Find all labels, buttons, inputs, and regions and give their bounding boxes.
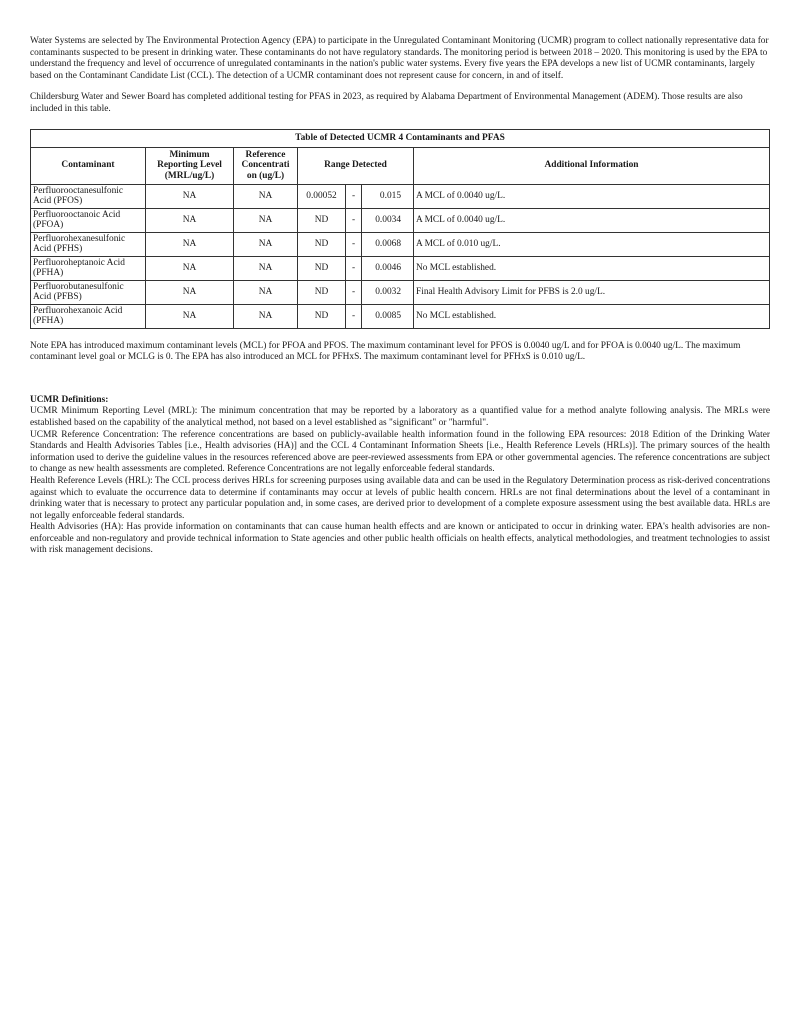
cell-contaminant: Perfluoroheptanoic Acid (PFHA) xyxy=(31,256,146,280)
contaminants-table xyxy=(30,129,770,329)
document-page xyxy=(30,36,770,557)
header-mrl: Minimum Reporting Level (MRL/ug/L) xyxy=(146,147,234,184)
cell-mrl: NA xyxy=(146,256,234,280)
cell-range-high: 0.0085 xyxy=(362,304,414,328)
header-info: Additional Information xyxy=(414,147,770,184)
cell-mrl: NA xyxy=(146,304,234,328)
intro-paragraph-2: Childersburg Water and Sewer Board has completed additional testing for PFAS in 2023, as required by Alabama Department of Environmental Management (ADEM). Those results are also included in this table. xyxy=(30,92,743,114)
header-range: Range Detected xyxy=(298,147,414,184)
cell-range-dash: - xyxy=(346,280,362,304)
cell-contaminant: Perfluorobutanesulfonic Acid (PFBS) xyxy=(31,280,146,304)
cell-range-dash: - xyxy=(346,256,362,280)
cell-mrl: NA xyxy=(146,184,234,208)
cell-reference: NA xyxy=(234,208,298,232)
table-row xyxy=(31,280,770,304)
cell-mrl: NA xyxy=(146,232,234,256)
definition-hrl: Health Reference Levels (HRL): The CCL process derives HRLs for screening purposes using available data and can be used in the Regulatory Determination process as risk-derived concentrations against which to evaluate the occurrence data to determine if contaminants may occur at levels of public health concern. HRLs are not final determinations about the level of a contaminant in drinking water that is necessary to protect any particular population and, in some cases, are derived prior to development of a complete exposure assessment using the best available data. HRLs are not legally enforceable federal standards. xyxy=(30,475,770,521)
definitions-section xyxy=(30,406,770,557)
cell-info: A MCL of 0.0040 ug/L. xyxy=(414,184,770,208)
header-contaminant: Contaminant xyxy=(31,147,146,184)
cell-reference: NA xyxy=(234,256,298,280)
table-row xyxy=(31,256,770,280)
table-row xyxy=(31,208,770,232)
table-caption: Table of Detected UCMR 4 Contaminants and PFAS xyxy=(31,129,770,147)
cell-info: Final Health Advisory Limit for PFBS is 2.0 ug/L. xyxy=(414,280,770,304)
definition-mrl: UCMR Minimum Reporting Level (MRL): The minimum concentration that may be reported by a laboratory as a quantified value for a method analyte following analysis. The MRLs were established based on the capability of the analytical method, not based on a level established as "significant" or "harmful". xyxy=(30,406,770,428)
table-row xyxy=(31,232,770,256)
cell-reference: NA xyxy=(234,184,298,208)
cell-range-high: 0.0034 xyxy=(362,208,414,232)
cell-range-low: ND xyxy=(298,208,346,232)
table-row xyxy=(31,184,770,208)
cell-range-low: ND xyxy=(298,256,346,280)
cell-range-dash: - xyxy=(346,184,362,208)
intro-paragraph-1: Water Systems are selected by The Environmental Protection Agency (EPA) to participate in the Unregulated Contaminant Monitoring (UCMR) program to collect nationally representative data for contaminants suspected to be present in drinking water. These contaminants do not have regulatory standards. The monitoring period is between 2018 – 2020. This monitoring is used by the EPA to understand the frequency and level of occurrence of unregulated contaminants in the nation's public water systems. Every five years the EPA develops a new list of UCMR contaminants, largely based on the Contaminant Candidate List (CCL). The detection of a UCMR contaminant does not represent cause for concern, in and of itself. xyxy=(30,36,769,81)
cell-contaminant: Perfluorohexanoic Acid (PFHA) xyxy=(31,304,146,328)
cell-range-low: 0.00052 xyxy=(298,184,346,208)
cell-range-high: 0.015 xyxy=(362,184,414,208)
cell-mrl: NA xyxy=(146,208,234,232)
mcl-note: Note EPA has introduced maximum contaminant levels (MCL) for PFOA and PFOS. The maximum contaminant level for PFOS is 0.0040 ug/L and for PFOA is 0.0040 ug/L. The maximum contaminant level goal or MCLG is 0. The EPA has also introduced an MCL for PFHxS. The maximum contaminant level for PFHxS is 0.010 ug/L. xyxy=(30,340,741,363)
cell-info: A MCL of 0.0040 ug/L. xyxy=(414,208,770,232)
cell-reference: NA xyxy=(234,232,298,256)
cell-range-low: ND xyxy=(298,280,346,304)
cell-range-dash: - xyxy=(346,304,362,328)
cell-range-high: 0.0032 xyxy=(362,280,414,304)
cell-contaminant: Perfluorooctanoic Acid (PFOA) xyxy=(31,208,146,232)
table-row xyxy=(31,304,770,328)
cell-range-dash: - xyxy=(346,208,362,232)
definition-reference-concentration: UCMR Reference Concentration: The reference concentrations are based on publicly-available health information found in the following EPA resources: 2018 Edition of the Drinking Water Standards and Health Advisories Tables [i.e., Health advisories (HA)] and the CCL 4 Contaminant Information Sheets [i.e., Health Reference Levels (HRLs)]. The primary sources of the health information used to derive the guideline values in the resources referenced above are peer-reviewed assessments from EPA or other governmental agencies. The reference concentrations are subject to change as new health assessments are completed. Reference Concentrations are not legally enforceable federal standards. xyxy=(30,429,770,475)
cell-range-low: ND xyxy=(298,232,346,256)
cell-contaminant: Perfluorooctanesulfonic Acid (PFOS) xyxy=(31,184,146,208)
cell-mrl: NA xyxy=(146,280,234,304)
cell-range-dash: - xyxy=(346,232,362,256)
cell-info: No MCL established. xyxy=(414,256,770,280)
cell-range-low: ND xyxy=(298,304,346,328)
header-reference: Reference Concentrati on (ug/L) xyxy=(234,147,298,184)
cell-contaminant: Perfluorohexanesulfonic Acid (PFHS) xyxy=(31,232,146,256)
definitions-heading: UCMR Definitions: xyxy=(30,394,109,405)
cell-range-high: 0.0046 xyxy=(362,256,414,280)
definition-ha: Health Advisories (HA): Has provide information on contaminants that can cause human health effects and are known or anticipated to occur in drinking water. EPA's health advisories are non-enforceable and non-regulatory and provide technical information to State agencies and other public health officials on health effects, analytical methodologies, and treatment technologies to assist with risk management decisions. xyxy=(30,522,770,556)
cell-reference: NA xyxy=(234,280,298,304)
cell-range-high: 0.0068 xyxy=(362,232,414,256)
cell-info: A MCL of 0.010 ug/L. xyxy=(414,232,770,256)
cell-reference: NA xyxy=(234,304,298,328)
cell-info: No MCL established. xyxy=(414,304,770,328)
